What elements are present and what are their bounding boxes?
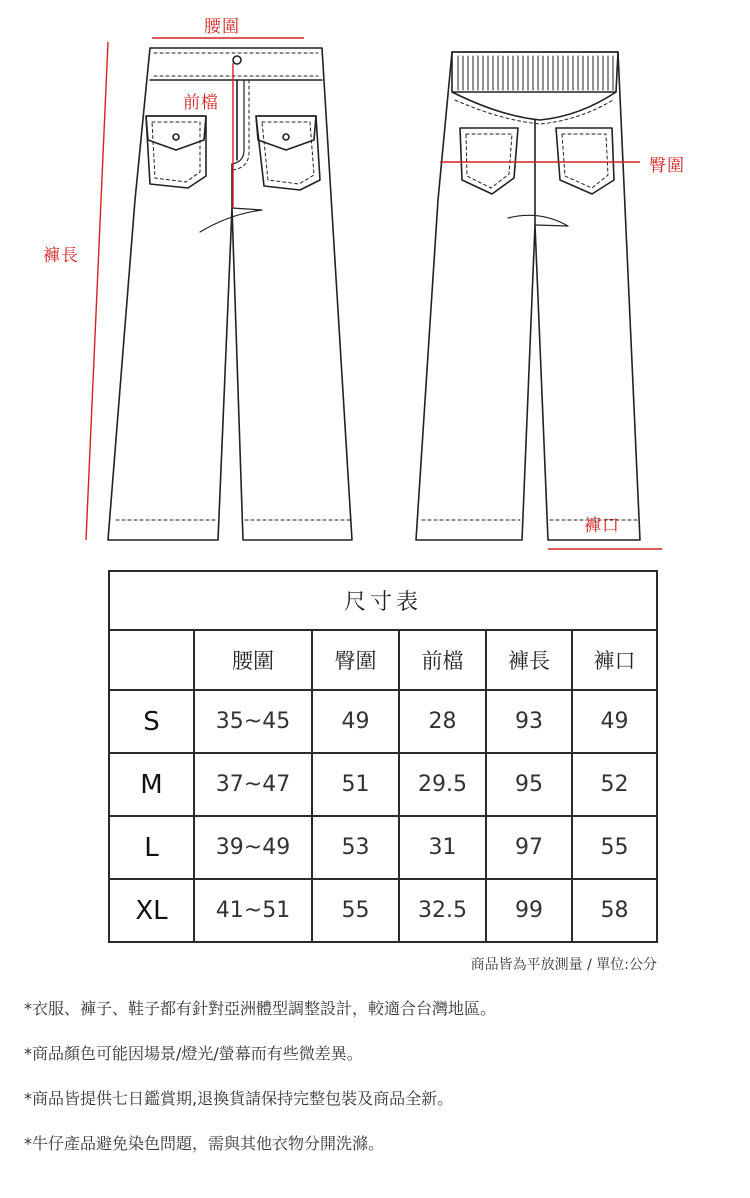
hip-label: 臀圍	[649, 156, 685, 176]
column-header-length: 褲長	[486, 630, 572, 690]
hip-cell: 55	[312, 879, 399, 942]
unit-note: 商品皆為平放測量 / 單位:公分	[470, 957, 657, 973]
pants-diagram	[0, 0, 750, 560]
column-header-size	[109, 630, 194, 690]
table-row	[109, 690, 657, 753]
front-rise-cell: 31	[399, 816, 486, 879]
length-cell: 93	[486, 690, 572, 753]
front-rise-label: 前檔	[183, 93, 219, 113]
length-measure-line	[86, 42, 108, 540]
opening-cell: 49	[572, 690, 657, 753]
hip-cell: 49	[312, 690, 399, 753]
opening-cell: 52	[572, 753, 657, 816]
length-cell: 97	[486, 816, 572, 879]
table-row	[109, 879, 657, 942]
waist-cell: 41~51	[194, 879, 312, 942]
column-header-waist: 腰圍	[194, 630, 312, 690]
size-cell: S	[109, 690, 194, 753]
column-header-opening: 褲口	[572, 630, 657, 690]
pants-length-label: 褲長	[43, 246, 79, 266]
opening-cell: 58	[572, 879, 657, 942]
front-pants-outline	[108, 48, 352, 540]
notes-list	[24, 994, 724, 1174]
table-row	[109, 816, 657, 879]
note-item: *牛仔產品避免染色問題，需與其他衣物分開洗滌。	[24, 1134, 385, 1153]
table-header-row	[109, 630, 657, 690]
waist-cell: 37~47	[194, 753, 312, 816]
front-rise-cell: 28	[399, 690, 486, 753]
note-item: *商品皆提供七日鑑賞期,退換貨請保持完整包裝及商品全新。	[24, 1089, 454, 1108]
waist-cell: 39~49	[194, 816, 312, 879]
waist-label: 腰圍	[204, 17, 240, 37]
length-cell: 99	[486, 879, 572, 942]
table-row	[109, 753, 657, 816]
leg-opening-label: 褲口	[584, 516, 620, 536]
table-title: 尺寸表	[109, 571, 657, 630]
size-table	[108, 570, 658, 943]
front-rise-cell: 32.5	[399, 879, 486, 942]
column-header-hip: 臀圍	[312, 630, 399, 690]
waist-cell: 35~45	[194, 690, 312, 753]
note-item: *衣服、褲子、鞋子都有針對亞洲體型調整設計，較適合台灣地區。	[24, 999, 497, 1018]
size-cell: XL	[109, 879, 194, 942]
opening-cell: 55	[572, 816, 657, 879]
size-cell: M	[109, 753, 194, 816]
size-cell: L	[109, 816, 194, 879]
front-rise-cell: 29.5	[399, 753, 486, 816]
back-pants-outline	[416, 52, 640, 540]
length-cell: 95	[486, 753, 572, 816]
note-item: *商品顏色可能因場景/燈光/螢幕而有些微差異。	[24, 1044, 363, 1063]
hip-cell: 51	[312, 753, 399, 816]
column-header-front-rise: 前檔	[399, 630, 486, 690]
hip-cell: 53	[312, 816, 399, 879]
